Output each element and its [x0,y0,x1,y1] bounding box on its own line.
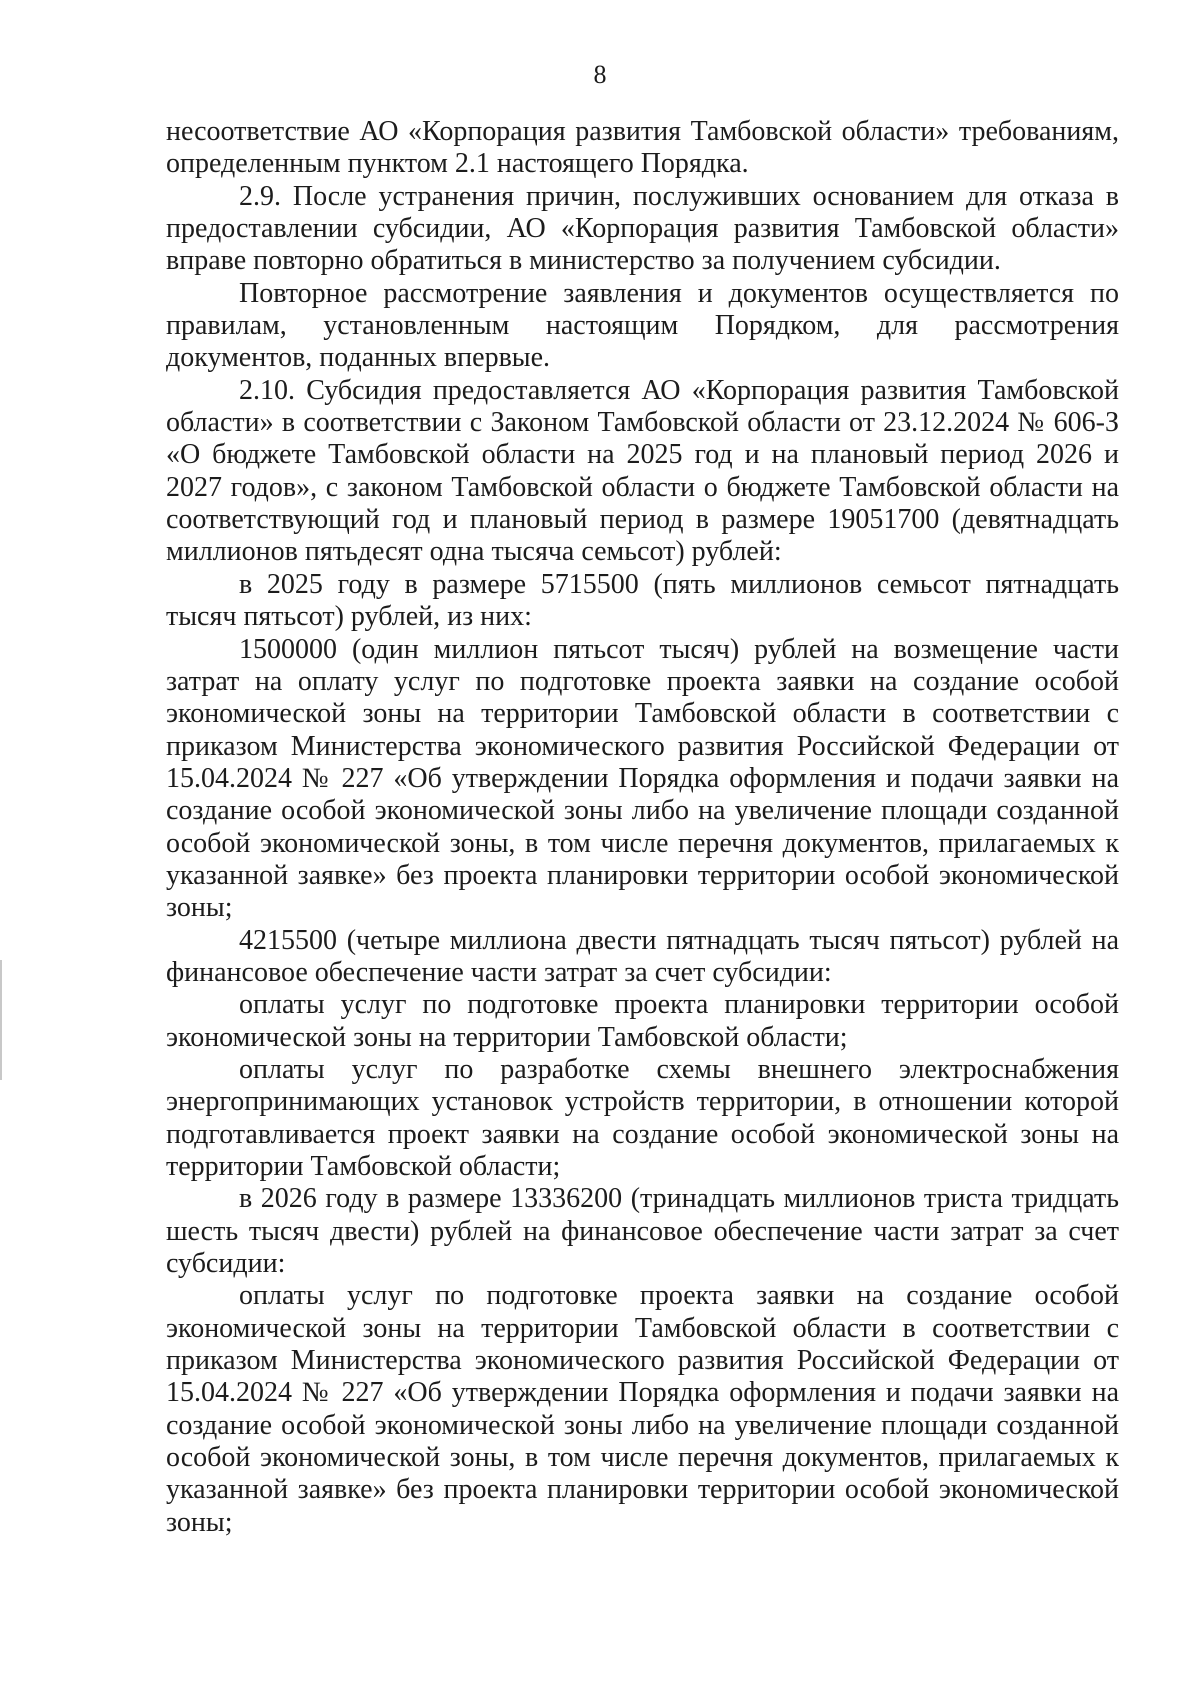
paragraph: в 2026 году в размере 13336200 (тринадцать миллионов триста тридцать шесть тысяч двести) рублей на финансовое обеспечение части затрат за счет субсидии: [166,1183,1119,1280]
paragraph: оплаты услуг по подготовке проекта заявки на создание особой экономической зоны на территории Тамбовской области в соответствии с приказом Министерства экономического развития Российской Федерации от 15.04.2024 № 227 «Об утверждении Порядка оформления и подачи заявки на создание особой экономической зоны либо на увеличение площади созданной особой экономической зоны, в том числе перечня документов, прилагаемых к указанной заявке» без проекта планировки территории особой экономической зоны; [166,1280,1119,1538]
paragraph: в 2025 году в размере 5715500 (пять миллионов семьсот пятнадцать тысяч пятьсот) рублей, из них: [166,568,1119,633]
scan-edge-mark [0,960,2,1080]
paragraph: оплаты услуг по разработке схемы внешнего электроснабжения энергопринимающих установок устройств территории, в отношении которой подготавливается проект заявки на создание особой экономической зоны на территории Тамбовской области; [166,1053,1119,1182]
paragraph: Повторное рассмотрение заявления и документов осуществляется по правилам, установленным настоящим Порядком, для рассмотрения документов, поданных впервые. [166,277,1119,374]
paragraph: 2.9. После устранения причин, послуживших основанием для отказа в предоставлении субсидии, АО «Корпорация развития Тамбовской области» вправе повторно обратиться в министерство за получением субсидии. [166,180,1119,277]
page-number: 8 [593,60,607,89]
paragraph: 2.10. Субсидия предоставляется АО «Корпорация развития Тамбовской области» в соответствии с Законом Тамбовской области от 23.12.2024 № 606-З «О бюджете Тамбовской области на 2025 год и на плановый период 2026 и 2027 годов», с законом Тамбовской области о бюджете Тамбовской области на соответствующий год и плановый период в размере 19051700 (девятнадцать миллионов пятьдесят одна тысяча семьсот) рублей: [166,374,1119,568]
document-body [166,116,1119,1539]
paragraph: 4215500 (четыре миллиона двести пятнадцать тысяч пятьсот) рублей на финансовое обеспечение части затрат за счет субсидии: [166,924,1119,988]
paragraph: оплаты услуг по подготовке проекта планировки территории особой экономической зоны на территории Тамбовской области; [166,989,1119,1053]
paragraph: 1500000 (один миллион пятьсот тысяч) рублей на возмещение части затрат на оплату услуг по подготовке проекта заявки на создание особой экономической зоны на территории Тамбовской области в соответствии с приказом Министерства экономического развития Российской Федерации от 15.04.2024 № 227 «Об утверждении Порядка оформления и подачи заявки на создание особой экономической зоны либо на увеличение площади созданной особой экономической зоны, в том числе перечня документов, прилагаемых к указанной заявке» без проекта планировки территории особой экономической зоны; [166,633,1119,924]
paragraph: несоответствие АО «Корпорация развития Тамбовской области» требованиям, определенным пунктом 2.1 настоящего Порядка. [166,116,1119,180]
